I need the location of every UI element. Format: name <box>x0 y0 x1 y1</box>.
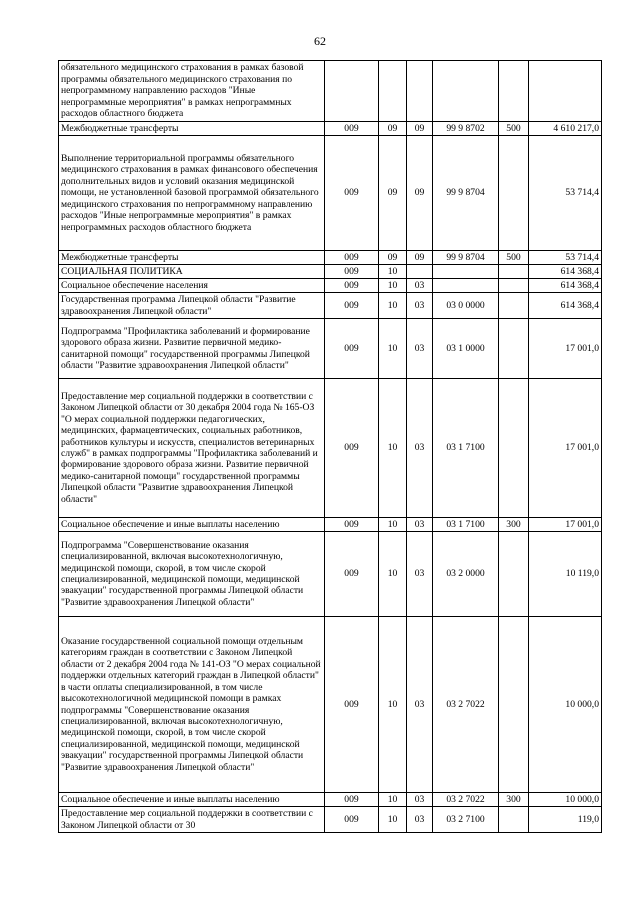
budget-table <box>58 60 602 833</box>
ved-code: 009 <box>325 617 379 793</box>
expense-type-code: 300 <box>499 793 529 807</box>
target-article-code: 03 1 7100 <box>433 518 499 532</box>
row-name: Межбюджетные трансферты <box>59 251 325 265</box>
amount: 10 000,0 <box>529 617 602 793</box>
amount: 17 001,0 <box>529 379 602 518</box>
section-code: 09 <box>379 136 407 251</box>
ved-code: 009 <box>325 279 379 293</box>
table-row <box>59 265 602 279</box>
row-name: Межбюджетные трансферты <box>59 122 325 136</box>
amount: 17 001,0 <box>529 518 602 532</box>
expense-type-code <box>499 293 529 319</box>
subsection-code <box>407 61 433 122</box>
row-name: Подпрограмма "Совершенствование оказания специализированной, включая высокотехнологичную, медицинской помощи, скорой, в том числе скорой специализированной, медицинской помощи, медицинской эвакуации" государственной программы Липецкой области "Развитие здравоохранения Липецкой области" <box>59 532 325 617</box>
amount: 53 714,4 <box>529 251 602 265</box>
target-article-code <box>433 265 499 279</box>
amount: 10 119,0 <box>529 532 602 617</box>
table-row <box>59 518 602 532</box>
ved-code: 009 <box>325 122 379 136</box>
subsection-code: 09 <box>407 136 433 251</box>
target-article-code: 99 9 8702 <box>433 122 499 136</box>
section-code: 10 <box>379 293 407 319</box>
target-article-code: 03 2 7022 <box>433 617 499 793</box>
expense-type-code: 300 <box>499 518 529 532</box>
amount: 614 368,4 <box>529 265 602 279</box>
amount: 119,0 <box>529 807 602 833</box>
target-article-code: 03 1 7100 <box>433 379 499 518</box>
table-row <box>59 319 602 379</box>
section-code: 10 <box>379 532 407 617</box>
section-code: 09 <box>379 122 407 136</box>
section-code: 10 <box>379 379 407 518</box>
expense-type-code <box>499 379 529 518</box>
expense-type-code <box>499 279 529 293</box>
table-row <box>59 379 602 518</box>
row-name: Социальное обеспечение населения <box>59 279 325 293</box>
target-article-code <box>433 279 499 293</box>
table-row <box>59 61 602 122</box>
section-code: 10 <box>379 319 407 379</box>
expense-type-code: 500 <box>499 122 529 136</box>
row-name: Социальное обеспечение и иные выплаты населению <box>59 518 325 532</box>
amount: 614 368,4 <box>529 279 602 293</box>
target-article-code: 03 2 7100 <box>433 807 499 833</box>
row-name: Предоставление мер социальной поддержки в соответствии с Законом Липецкой области от 30 декабря 2004 года № 165-ОЗ "О мерах социальной поддержки педагогических, медицинских, фармацевтических, социальных работников, работников культуры и искусств, специалистов ветеринарных служб" в рамках подпрограммы "Профилактика заболеваний и формирование здорового образа жизни. Развитие первичной медико-санитарной помощи" государственной программы Липецкой области "Развитие здравоохранения Липецкой области" <box>59 379 325 518</box>
expense-type-code <box>499 136 529 251</box>
section-code: 10 <box>379 265 407 279</box>
table-row <box>59 279 602 293</box>
amount: 10 000,0 <box>529 793 602 807</box>
ved-code: 009 <box>325 518 379 532</box>
section-code: 10 <box>379 518 407 532</box>
page-number: 62 <box>314 34 326 48</box>
row-name: Выполнение территориальной программы обязательного медицинского страхования в рамках финансового обеспечения дополнительных видов и условий оказания медицинской помощи, не установленной базовой программой обязательного медицинского страхования по непрограммному направлению расходов "Иные непрограммные мероприятия" в рамках непрограммных расходов областного бюджета <box>59 136 325 251</box>
subsection-code: 03 <box>407 793 433 807</box>
expense-type-code <box>499 532 529 617</box>
ved-code: 009 <box>325 532 379 617</box>
subsection-code <box>407 265 433 279</box>
expense-type-code <box>499 807 529 833</box>
table-row <box>59 293 602 319</box>
row-name: Предоставление мер социальной поддержки в соответствии с Законом Липецкой области от 30 <box>59 807 325 833</box>
table-row <box>59 793 602 807</box>
subsection-code: 09 <box>407 122 433 136</box>
subsection-code: 03 <box>407 807 433 833</box>
ved-code: 009 <box>325 265 379 279</box>
section-code: 10 <box>379 807 407 833</box>
table-row <box>59 617 602 793</box>
amount: 53 714,4 <box>529 136 602 251</box>
subsection-code: 03 <box>407 319 433 379</box>
table-row <box>59 122 602 136</box>
ved-code: 009 <box>325 136 379 251</box>
target-article-code: 03 0 0000 <box>433 293 499 319</box>
subsection-code: 03 <box>407 279 433 293</box>
table-row <box>59 532 602 617</box>
ved-code: 009 <box>325 807 379 833</box>
ved-code <box>325 61 379 122</box>
row-name: обязательного медицинского страхования в рамках базовой программы обязательного медицинского страхования по непрограммному направлению расходов "Иные непрограммные мероприятия" в рамках непрограммных расходов областного бюджета <box>59 61 325 122</box>
ved-code: 009 <box>325 293 379 319</box>
row-name: Подпрограмма "Профилактика заболеваний и формирование здорового образа жизни. Развитие первичной медико-санитарной помощи" государственной программы Липецкой области "Развитие здравоохранения Липецкой области" <box>59 319 325 379</box>
target-article-code: 03 2 0000 <box>433 532 499 617</box>
target-article-code <box>433 61 499 122</box>
row-name: Оказание государственной социальной помощи отдельным категориям граждан в соответствии с Законом Липецкой области от 2 декабря 2004 года № 141-ОЗ "О мерах социальной поддержки отдельных категорий граждан в Липецкой области" в части оплаты специализированной, в том числе высокотехнологичной медицинской помощи в рамках подпрограммы "Совершенствование оказания специализированной, включая высокотехнологичную, медицинской помощи, скорой, в том числе скорой специализированной, медицинской помощи, медицинской эвакуации" государственной программы Липецкой области "Развитие здравоохранения Липецкой области" <box>59 617 325 793</box>
subsection-code: 03 <box>407 379 433 518</box>
target-article-code: 03 2 7022 <box>433 793 499 807</box>
section-code: 09 <box>379 251 407 265</box>
target-article-code: 99 9 8704 <box>433 251 499 265</box>
ved-code: 009 <box>325 319 379 379</box>
subsection-code: 03 <box>407 518 433 532</box>
expense-type-code <box>499 319 529 379</box>
section-code: 10 <box>379 617 407 793</box>
ved-code: 009 <box>325 793 379 807</box>
subsection-code: 09 <box>407 251 433 265</box>
expense-type-code: 500 <box>499 251 529 265</box>
row-name: СОЦИАЛЬНАЯ ПОЛИТИКА <box>59 265 325 279</box>
subsection-code: 03 <box>407 617 433 793</box>
expense-type-code <box>499 265 529 279</box>
subsection-code: 03 <box>407 532 433 617</box>
section-code: 10 <box>379 279 407 293</box>
table-row <box>59 136 602 251</box>
target-article-code: 99 9 8704 <box>433 136 499 251</box>
section-code: 10 <box>379 793 407 807</box>
target-article-code: 03 1 0000 <box>433 319 499 379</box>
ved-code: 009 <box>325 379 379 518</box>
amount: 17 001,0 <box>529 319 602 379</box>
table-row <box>59 807 602 833</box>
ved-code: 009 <box>325 251 379 265</box>
row-name: Социальное обеспечение и иные выплаты населению <box>59 793 325 807</box>
expense-type-code <box>499 617 529 793</box>
amount: 4 610 217,0 <box>529 122 602 136</box>
amount <box>529 61 602 122</box>
amount: 614 368,4 <box>529 293 602 319</box>
section-code <box>379 61 407 122</box>
row-name: Государственная программа Липецкой области "Развитие здравоохранения Липецкой области" <box>59 293 325 319</box>
subsection-code: 03 <box>407 293 433 319</box>
expense-type-code <box>499 61 529 122</box>
table-row <box>59 251 602 265</box>
